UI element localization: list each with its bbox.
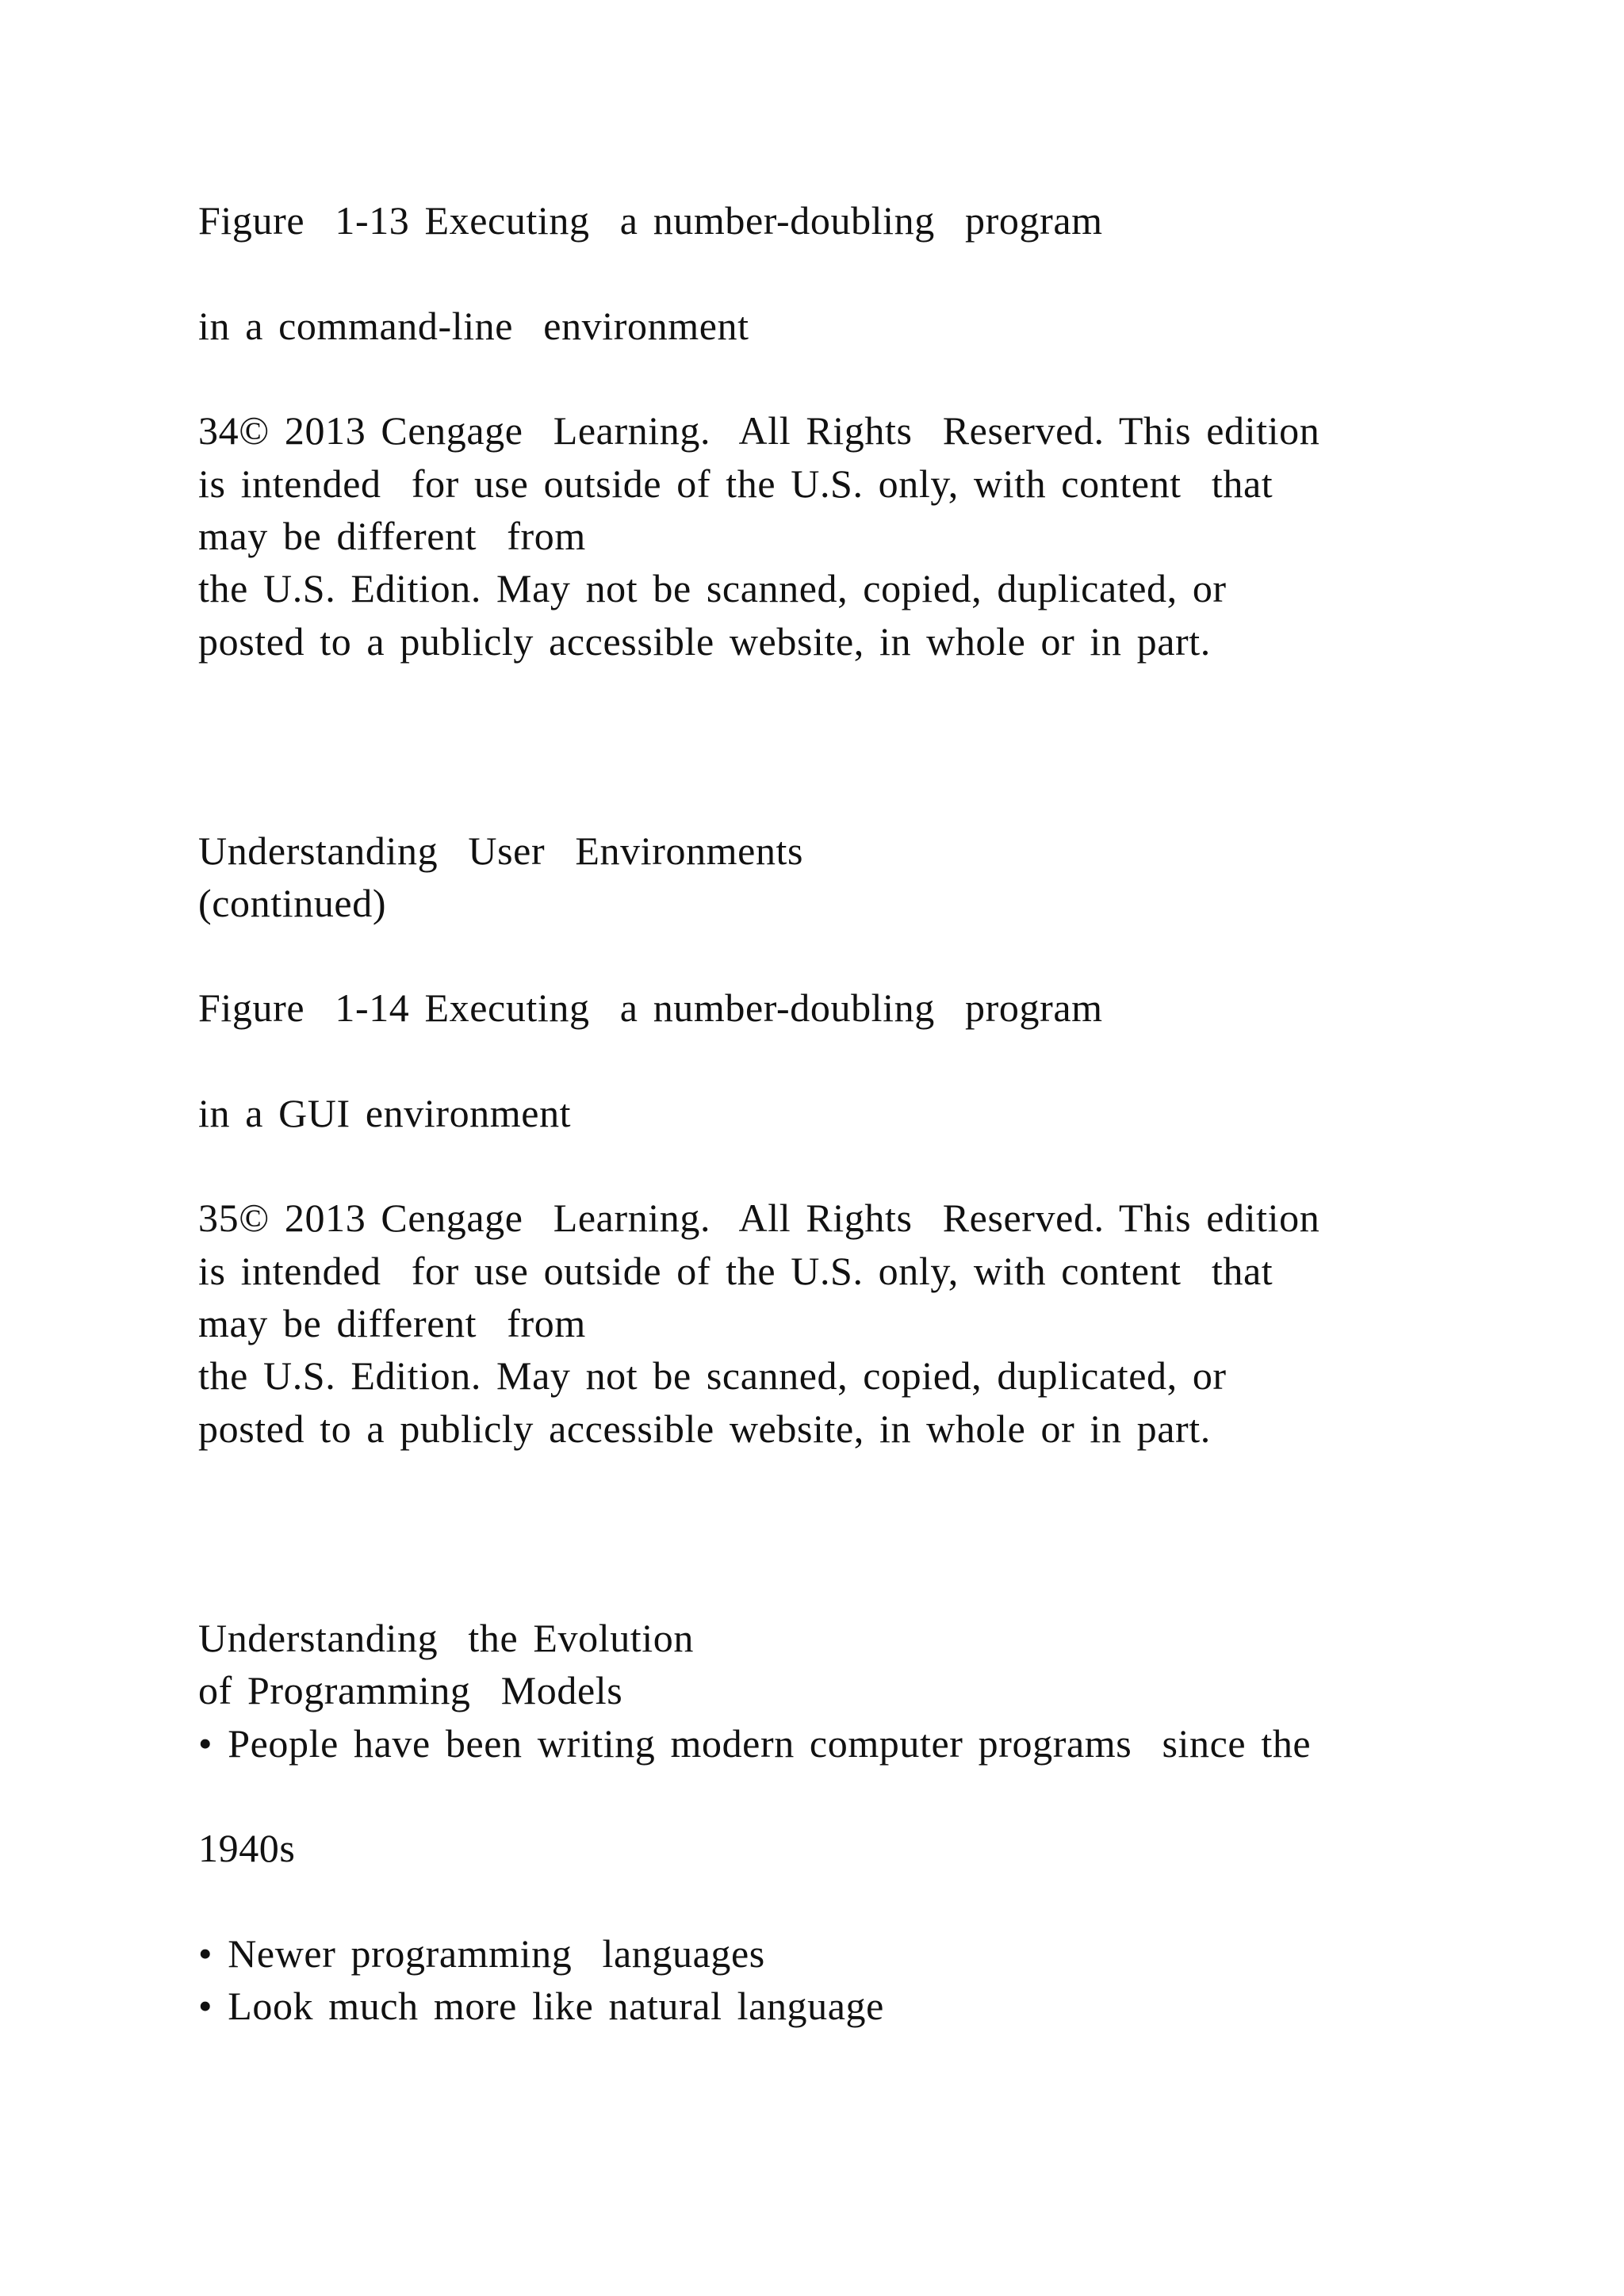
- copyright-line: is intended for use outside of the U.S. only, with content that: [198, 461, 1274, 506]
- section-heading: Understanding the Evolution: [198, 1616, 694, 1660]
- bullet-item: • Newer programming languages: [198, 1931, 765, 1976]
- figure-caption-1-14-continued: in a GUI environment: [198, 1091, 572, 1135]
- section-heading-continued: (continued): [198, 881, 387, 925]
- copyright-line: may be different from: [198, 1301, 586, 1345]
- copyright-line: posted to a publicly accessible website, in whole or in part.: [198, 1406, 1211, 1451]
- figure-caption-1-13-continued: in a command-line environment: [198, 304, 749, 348]
- copyright-line: 35© 2013 Cengage Learning. All Rights Reserved. This edition: [198, 1196, 1320, 1240]
- copyright-line: posted to a publicly accessible website, in whole or in part.: [198, 619, 1211, 664]
- copyright-line: the U.S. Edition. May not be scanned, copied, duplicated, or: [198, 1353, 1227, 1398]
- copyright-line: may be different from: [198, 514, 586, 558]
- copyright-line: is intended for use outside of the U.S. only, with content that: [198, 1249, 1274, 1293]
- copyright-line: the U.S. Edition. May not be scanned, copied, duplicated, or: [198, 566, 1227, 610]
- bullet-item: • Look much more like natural language: [198, 1984, 884, 2028]
- bullet-item: • People have been writing modern computer programs since the: [198, 1721, 1312, 1766]
- figure-caption-1-14: Figure 1-14 Executing a number-doubling program: [198, 985, 1103, 1030]
- section-heading: Understanding User Environments: [198, 828, 804, 873]
- copyright-line: 34© 2013 Cengage Learning. All Rights Reserved. This edition: [198, 408, 1320, 453]
- bullet-item-continued: 1940s: [198, 1826, 296, 1870]
- figure-caption-1-13: Figure 1-13 Executing a number-doubling program: [198, 198, 1103, 243]
- section-heading-continued: of Programming Models: [198, 1668, 623, 1712]
